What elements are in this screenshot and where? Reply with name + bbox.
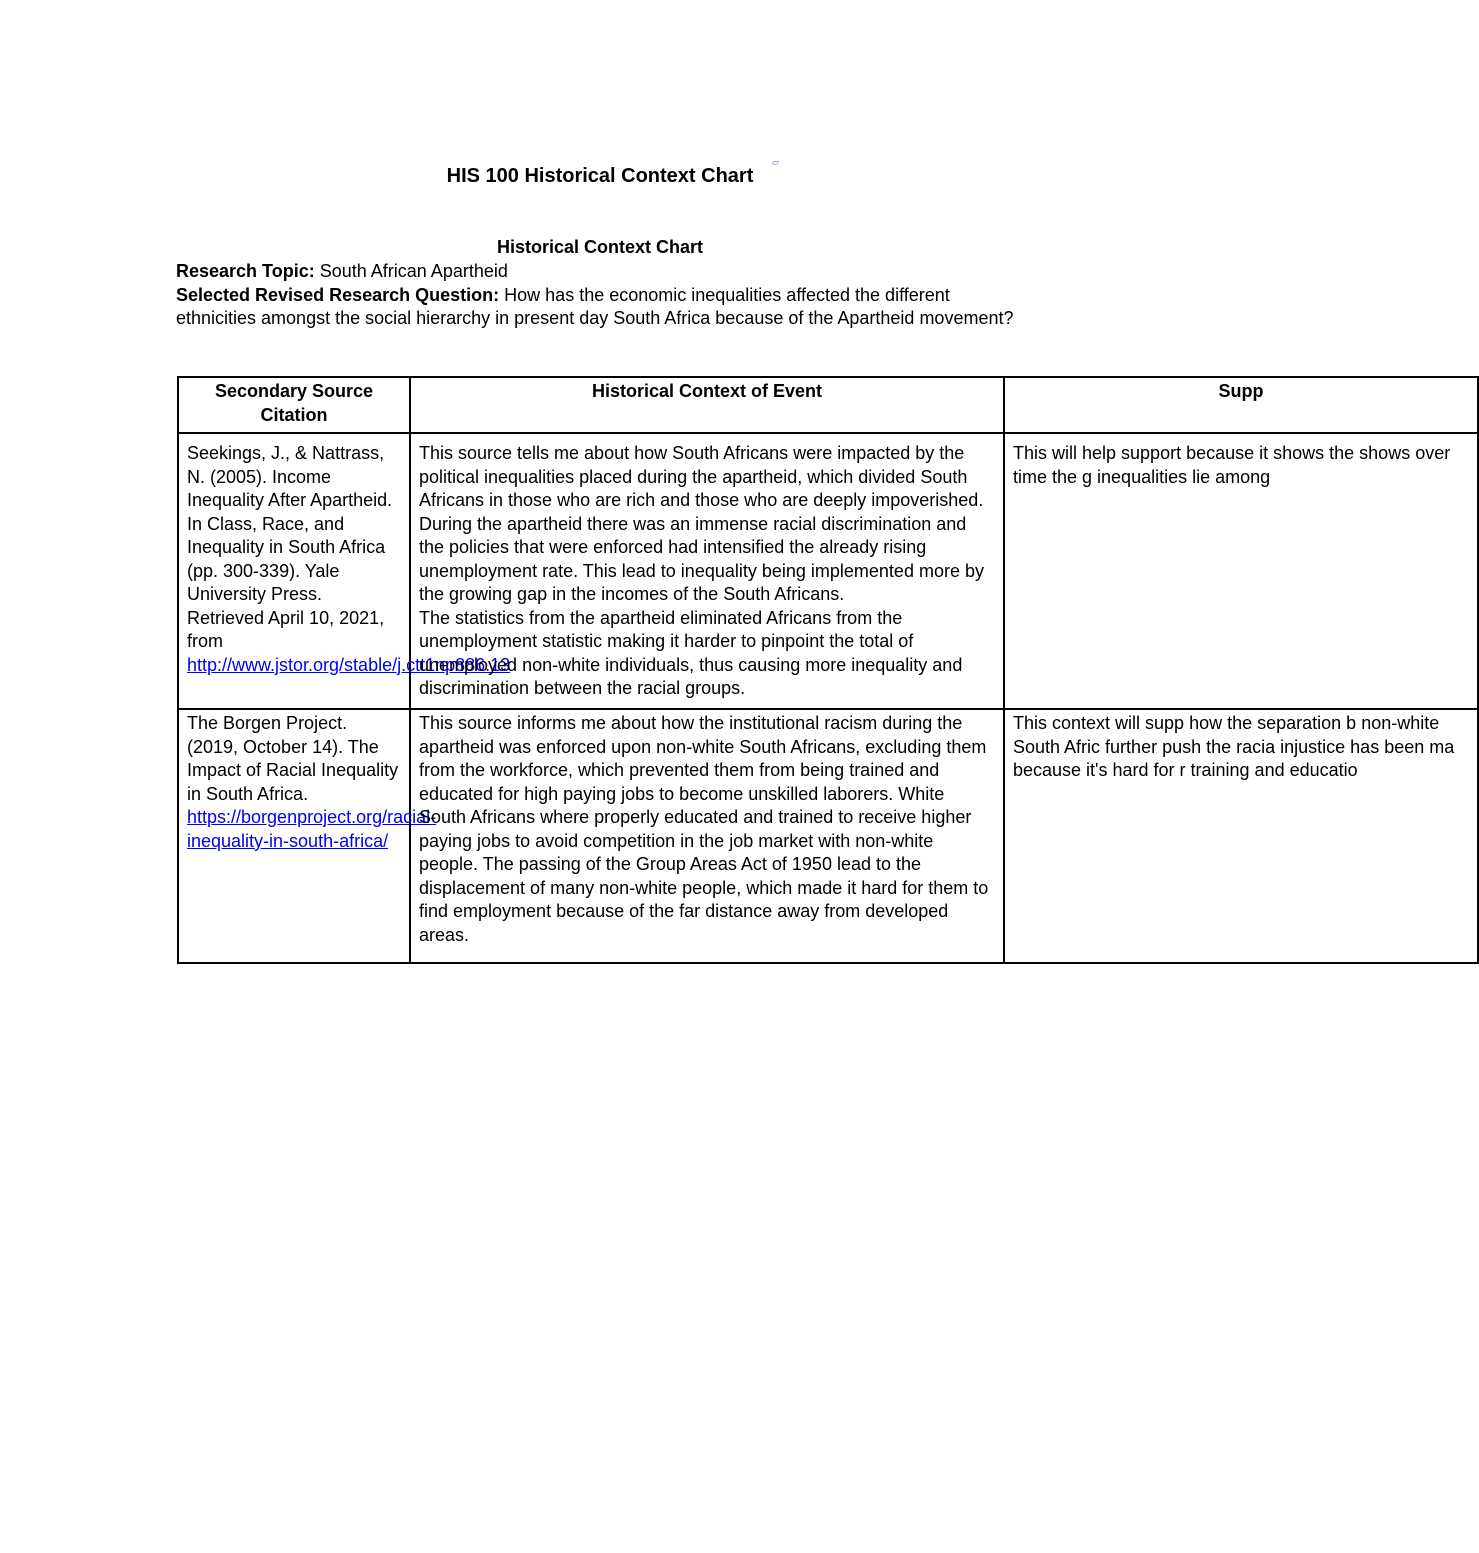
citation-link[interactable]: http://www.jstor.org/stable/j.ctt1np886.13	[187, 654, 511, 675]
citation-link[interactable]: https://borgenproject.org/racial-inequality-in-south-africa/	[187, 807, 437, 851]
context-cell	[410, 433, 1004, 709]
research-question-value: How has the economic inequalities affected the different ethnicities amongst the social hierarchy in present day South Africa because of the Apartheid movement?	[176, 284, 1014, 328]
context-table	[177, 376, 1479, 964]
table-row	[178, 709, 1478, 963]
citation-text: Seekings, J., & Nattrass, N. (2005). Income Inequality After Apartheid. In Class, Race, and Inequality in South Africa (pp. 300-339). Yale University Press. Retrieved April 10, 2021, from	[187, 443, 393, 651]
header-citation: Secondary Source Citation	[178, 377, 410, 433]
citation-cell	[178, 433, 511, 709]
context-paragraph: This source informs me about how the institutional racism during the apartheid was enforced upon non-white South Africans, excluding them from the workforce, which prevented them from being trained and educated for high paying jobs to become unskilled laborers. White South Africans where properly educated and trained to receive higher paying jobs to avoid competition in the job market with non-white people. The passing of the Group Areas Act of 1950 lead to the displacement of many non-white people, which made it hard for them to find employment because of the far distance away from developed areas.	[419, 713, 989, 945]
context-cell	[410, 709, 1004, 963]
research-topic-line	[176, 260, 1016, 284]
support-cell: This context will supp how the separation b non-white South Afric further push the racia injustice has been ma because it's hard for r training and educatio	[1004, 709, 1478, 963]
decorative-mark-icon: ▱	[772, 157, 779, 167]
header-support: Supp	[1004, 377, 1478, 433]
research-question-line	[176, 284, 1016, 331]
context-paragraph: This source tells me about how South Africans were impacted by the political inequalities placed during the apartheid, which divided South Africans in those who are rich and those who are deeply impoverished. During the apartheid there was an immense racial discrimination and the policies that were enforced had intensified the already rising unemployment rate. This lead to inequality being implemented more by the growing gap in the incomes of the South Africans.	[419, 443, 984, 604]
table-header-row	[178, 377, 1478, 433]
research-question-label: Selected Revised Research Question:	[176, 284, 500, 305]
research-meta	[176, 260, 1016, 331]
research-topic-label: Research Topic:	[176, 261, 315, 281]
support-cell: This will help support because it shows the shows over time the g inequalities lie among	[1004, 433, 1478, 709]
citation-cell	[178, 709, 437, 963]
document-title: HIS 100 Historical Context Chart	[446, 165, 754, 187]
context-table-wrapper	[177, 376, 1455, 979]
context-paragraph: The statistics from the apartheid eliminated Africans from the unemployment statistic making it harder to pinpoint the total of unemployed non-white individuals, thus causing more inequality and discrimination between the racial groups.	[419, 607, 963, 698]
chart-subtitle: Historical Context Chart	[496, 237, 704, 257]
research-topic-value: South African Apartheid	[319, 261, 508, 281]
header-context: Historical Context of Event	[410, 377, 1004, 433]
table-row	[178, 433, 1478, 709]
citation-text: The Borgen Project. (2019, October 14). The Impact of Racial Inequality in South Africa.	[187, 713, 399, 804]
